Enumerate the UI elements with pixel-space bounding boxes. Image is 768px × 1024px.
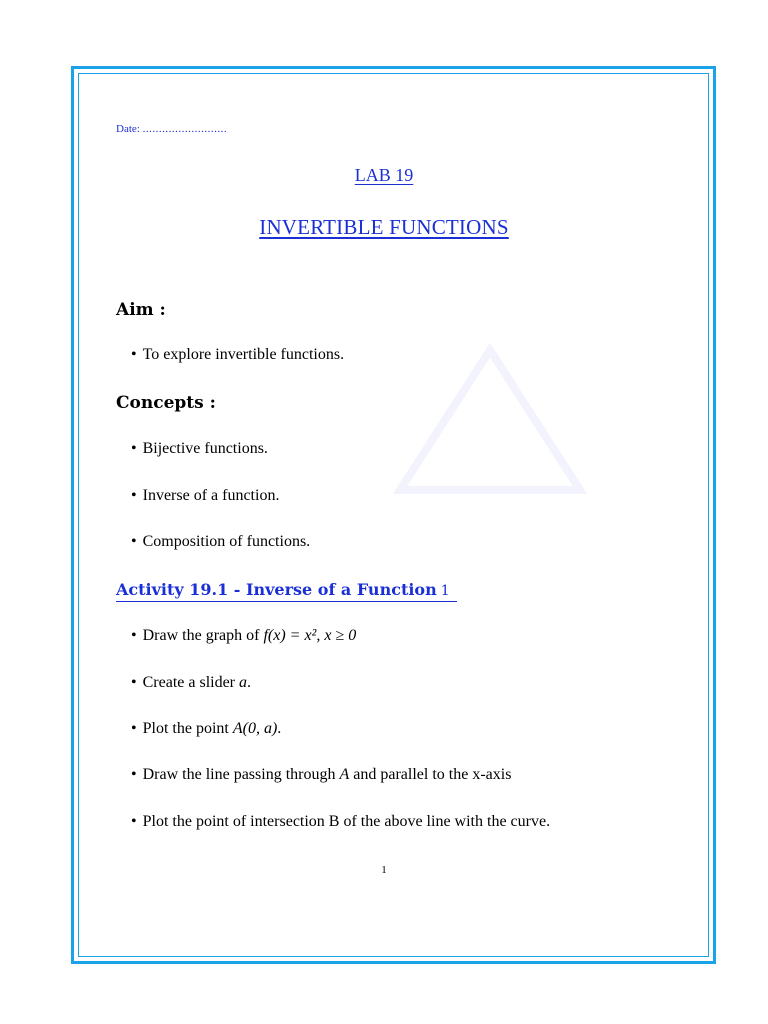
bullet-icon: • <box>131 533 137 550</box>
concept-item <box>131 533 310 551</box>
step-text: Draw the line passing through <box>142 766 340 783</box>
step-suffix: . <box>247 674 252 691</box>
page-title-text: INVERTIBLE FUNCTIONS <box>259 215 509 239</box>
bullet-icon: • <box>131 627 137 644</box>
activity-step <box>131 720 281 738</box>
bullet-icon: • <box>131 346 137 363</box>
step-text: Plot the point of intersection B of the above line with the curve. <box>142 813 551 830</box>
aim-item <box>131 346 344 364</box>
activity-heading <box>116 580 450 599</box>
lab-number-text: LAB 19 <box>354 165 414 185</box>
step-math: f(x) = x², x ≥ 0 <box>263 627 357 644</box>
bullet-icon: • <box>131 440 137 457</box>
aim-item-text: To explore invertible functions. <box>142 346 345 363</box>
date-label: Date: <box>116 123 140 135</box>
bullet-icon: • <box>131 720 137 737</box>
activity-heading-underline <box>116 601 457 602</box>
step-math: a <box>239 674 248 691</box>
concept-item-text: Inverse of a function. <box>142 487 280 504</box>
activity-step <box>131 674 251 692</box>
activity-step <box>131 813 550 831</box>
activity-step <box>131 627 356 645</box>
concept-item <box>131 440 268 458</box>
page-number: 1 <box>381 864 387 876</box>
step-math: A <box>339 766 350 783</box>
step-text: Draw the graph of <box>142 627 264 644</box>
watermark-graphic <box>380 330 600 510</box>
lab-number <box>0 165 768 186</box>
bullet-icon: • <box>131 766 137 783</box>
bullet-icon: • <box>131 487 137 504</box>
concept-item-text: Composition of functions. <box>142 533 311 550</box>
activity-step <box>131 766 511 784</box>
date-blank: .......................... <box>142 123 228 135</box>
date-line <box>116 123 227 135</box>
step-text: Plot the point <box>142 720 233 737</box>
aim-heading: Aim : <box>116 300 166 320</box>
concept-item <box>131 487 279 505</box>
page-title <box>0 215 768 240</box>
step-math: A(0, a) <box>232 720 278 737</box>
step-text: Create a slider <box>142 674 240 691</box>
step-suffix: and parallel to the x-axis <box>349 766 512 783</box>
activity-heading-text: Activity 19.1 - Inverse of a Function <box>116 580 437 599</box>
concepts-heading: Concepts : <box>116 393 216 413</box>
bullet-icon: • <box>131 813 137 830</box>
step-suffix: . <box>277 720 282 737</box>
footnote-mark: 1 <box>440 583 450 599</box>
bullet-icon: • <box>131 674 137 691</box>
concept-item-text: Bijective functions. <box>142 440 268 457</box>
